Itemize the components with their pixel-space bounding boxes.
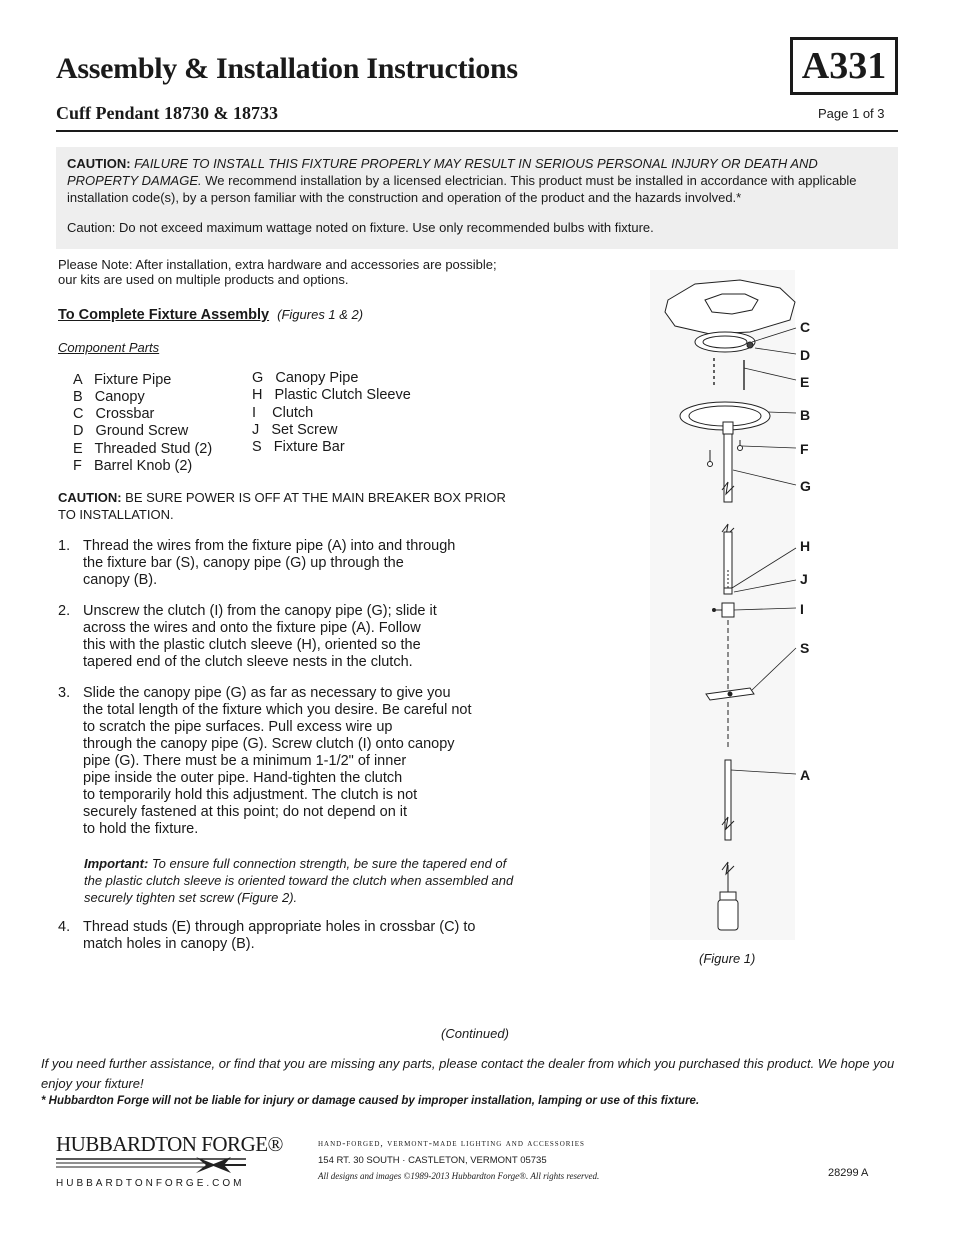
step-line: Thread studs (E) through appropriate holes in crossbar (C) to <box>83 919 476 935</box>
exploded-view-diagram <box>640 270 800 950</box>
document-code-box: A331 <box>790 37 898 95</box>
step-number: 1. <box>58 538 71 554</box>
power-caution-text: BE SURE POWER IS OFF AT THE MAIN BREAKER BOX PRIOR TO INSTALLATION. <box>58 490 506 522</box>
step-line: the fixture bar (S), canopy pipe (G) up through the <box>83 555 404 571</box>
step-line: across the wires and onto the fixture pipe (A). Follow <box>83 620 421 636</box>
figure-label-I: I <box>800 601 804 617</box>
step-number: 2. <box>58 603 71 619</box>
figure-label-D: D <box>800 347 811 363</box>
important-label: Important: <box>84 856 149 871</box>
crossbar <box>695 332 755 352</box>
caution-warning: FAILURE TO INSTALL THIS FIXTURE PROPERLY MAY RESULT IN SERIOUS PERSONAL INJURY OR DEATH AND PROPERTY DAMAGE. <box>67 156 818 188</box>
step-line: to temporarily hold this adjustment. The clutch is not <box>83 787 418 803</box>
brand-logo-name: HUBBARDTON FORGE® <box>56 1132 284 1156</box>
step-line: canopy (B). <box>83 572 158 588</box>
part-item: H Plastic Clutch Sleeve <box>252 387 411 403</box>
part-item: A Fixture Pipe <box>73 372 172 388</box>
figure-label-E: E <box>800 374 810 390</box>
assembly-heading-text: To Complete Fixture Assembly <box>58 307 270 323</box>
part-item: D Ground Screw <box>73 423 189 439</box>
assistance-note: If you need further assistance, or find that you are missing any parts, please contact the dealer from which you purchased this product. We hope you enjoy your fixture! <box>41 1056 895 1091</box>
step-line: match holes in canopy (B). <box>83 936 255 952</box>
figure-label-S: S <box>800 640 810 656</box>
please-note: Please Note: After installation, extra hardware and accessories are possible; our kits are used on multiple products and options. <box>58 257 497 287</box>
brand-logo-mark <box>56 1155 246 1175</box>
important-note <box>84 855 514 906</box>
component-parts-heading: Component Parts <box>58 340 160 355</box>
step-line: the total length of the fixture which you desire. Be careful not <box>83 702 472 718</box>
figure-caption: (Figure 1) <box>699 951 756 966</box>
important-text: To ensure full connection strength, be sure the tapered end of the plastic clutch sleeve is oriented toward the clutch when assembled and securely tighten set screw (Figure 2). <box>84 856 514 905</box>
step-line: pipe (G). There must be a minimum 1-1/2" of inner <box>83 753 407 769</box>
step-number: 4. <box>58 919 71 935</box>
part-item: B Canopy <box>73 389 145 405</box>
step-1 <box>58 538 518 590</box>
part-item: C Crossbar <box>73 406 155 422</box>
caution-body: We recommend installation by a licensed electrician. This product must be installed in accordance with applicable installation code(s), by a person familiar with the construction and operation of the product and the hazards involved.* <box>67 173 857 205</box>
header-divider <box>56 130 898 132</box>
assembly-figures-ref: (Figures 1 & 2) <box>277 307 364 322</box>
step-line: Thread the wires from the fixture pipe (A) into and through <box>83 538 456 554</box>
document-number: 28299 A <box>828 1167 869 1179</box>
step-2 <box>58 603 518 673</box>
caution-text <box>67 155 889 206</box>
step-line: to hold the fixture. <box>83 821 199 837</box>
figure-label-C: C <box>800 319 811 335</box>
figure-label-F: F <box>800 441 809 457</box>
page-title: Assembly & Installation Instructions <box>56 52 518 85</box>
part-item: G Canopy Pipe <box>252 370 359 386</box>
copyright-notice: All designs and images ©1989-2013 Hubbardton Forge®. All rights reserved. <box>318 1171 600 1181</box>
page-subtitle: Cuff Pendant 18730 & 18733 <box>56 103 279 123</box>
power-caution-label: CAUTION: <box>58 490 122 505</box>
step-line: pipe inside the outer pipe. Hand-tighten the clutch <box>83 770 403 786</box>
continued-note: (Continued) <box>441 1026 509 1041</box>
figure-label-B: B <box>800 407 811 423</box>
figure-label-J: J <box>800 571 808 587</box>
step-line: Unscrew the clutch (I) from the canopy pipe (G); slide it <box>83 603 437 619</box>
part-item: I Clutch <box>252 405 314 421</box>
figure-label-H: H <box>800 538 811 554</box>
step-line: this with the plastic clutch sleeve (H), oriented so the <box>83 637 421 653</box>
step-line: tapered end of the clutch sleeve nests in the clutch. <box>83 654 413 670</box>
brand-tagline: hand-forged, vermont-made lighting and accessories <box>318 1139 585 1149</box>
power-caution <box>58 489 508 523</box>
brand-website: HUBBARDTONFORGE.COM <box>56 1178 245 1189</box>
caution-label: CAUTION: <box>67 156 131 171</box>
step-line: through the canopy pipe (G). Screw clutch (I) onto canopy <box>83 736 455 752</box>
liability-note: * Hubbardton Forge will not be liable for injury or damage caused by improper installation, lamping or use of this fixture. <box>41 1095 700 1107</box>
part-item: E Threaded Stud (2) <box>73 441 213 457</box>
step-4 <box>58 919 518 955</box>
part-item: S Fixture Bar <box>252 439 345 455</box>
brand-address: 154 RT. 30 SOUTH · CASTLETON, VERMONT 05735 <box>318 1155 547 1166</box>
page-number: Page 1 of 3 <box>818 106 885 121</box>
wattage-caution: Caution: Do not exceed maximum wattage noted on fixture. Use only recommended bulbs with fixture. <box>67 220 654 235</box>
part-item: F Barrel Knob (2) <box>73 458 193 474</box>
part-item: J Set Screw <box>252 422 338 438</box>
figure-label-G: G <box>800 478 811 494</box>
step-line: securely fastened at this point; do not depend on it <box>83 804 408 820</box>
step-line: to scratch the pipe surfaces. Pull excess wire up <box>83 719 393 735</box>
step-line: Slide the canopy pipe (G) as far as necessary to give you <box>83 685 451 701</box>
step-number: 3. <box>58 685 71 701</box>
figure-label-A: A <box>800 767 811 783</box>
step-3 <box>58 685 518 840</box>
assembly-heading <box>58 307 363 323</box>
